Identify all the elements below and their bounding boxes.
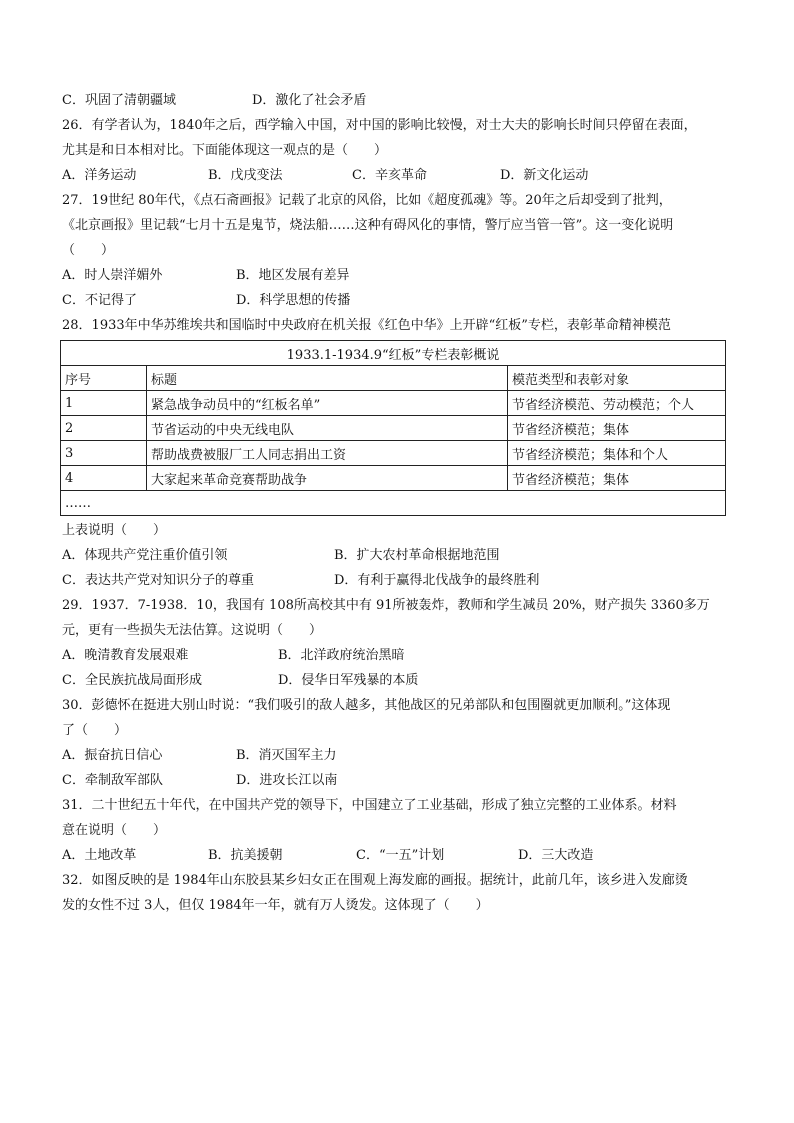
table-row [61,466,726,491]
q32-stem-line2: 发的女性不过 3人，但仅 1984年一年，就有万人烫发。这体现了（ ） [62,898,489,913]
option-d[interactable]: D．科学思想的传播 [236,293,351,308]
cell-type: 节省经济模范；集体 [508,466,726,491]
option-a[interactable]: A．时人崇洋媚外 [62,268,163,283]
option-d[interactable]: D．进攻长江以南 [236,773,338,788]
q26-stem-line1: 26．有学者认为，1840年之后，西学输入中国，对中国的影响比较慢，对士大夫的影响长时间只停留在表面， [62,118,697,133]
option-a[interactable]: A．土地改革 [62,848,137,863]
q27-stem-line2: 《北京画报》里记载“七月十五是鬼节，烧法船……这种有碍风化的事情，警厅应当管一管”。这一变化说明 [62,218,674,233]
q26-options [62,163,732,188]
table-caption: 1933.1-1934.9“红板”专栏表彰概说 [61,341,726,366]
cell-type: 节省经济模范；集体 [508,416,726,441]
option-d[interactable]: D．新文化运动 [500,168,589,183]
option-d[interactable]: D．有利于赢得北伐战争的最终胜利 [334,573,540,588]
header-title: 标题 [147,366,508,391]
table-ellipsis: …… [61,491,726,516]
q32-stem-line1: 32．如图反映的是 1984年山东胶县某乡妇女正在围观上海发廊的画报。据统计，此前几年，该乡进入发廊烫 [62,873,688,888]
table-row [61,416,726,441]
option-d[interactable]: D．三大改造 [518,848,594,863]
q29-options-row1 [62,643,732,668]
q27-options-row1 [62,263,732,288]
q30-stem-line1: 30．彭德怀在挺进大别山时说：“我们吸引的敌人越多，其他战区的兄弟部队和包围圈就更加顺利。”这体现 [62,698,671,713]
q29-stem-line1: 29．1937．7-1938．10，我国有 108所高校其中有 91所被轰炸，教师和学生减员 20%，财产损失 3360多万 [62,598,710,613]
q28-options-row1 [62,543,732,568]
cell-type: 节省经济模范、劳动模范；个人 [508,391,726,416]
option-c[interactable]: C．全民族抗战局面形成 [62,673,202,688]
table-row [61,391,726,416]
q26-stem-line2: 尤其是和日本相对比。下面能体现这一观点的是（ ） [62,143,388,158]
table-header-row [61,366,726,391]
cell-title: 大家起来革命竞赛帮助战争 [147,466,508,491]
option-d[interactable]: D．侵华日军残暴的本质 [278,673,419,688]
cell-title: 帮助战费被服厂工人同志捐出工资 [147,441,508,466]
q27-stem-line3: （ ） [62,243,115,258]
q31-stem-line1: 31．二十世纪五十年代，在中国共产党的领导下，中国建立了工业基础，形成了独立完整的工业体系。材料 [62,798,677,813]
q25-options [62,88,732,113]
option-d[interactable]: D．激化了社会矛盾 [252,93,367,108]
q29-stem-line2: 元，更有一些损失无法估算。这说明（ ） [62,623,323,638]
option-a[interactable]: A．振奋抗日信心 [62,748,163,763]
option-c[interactable]: C．辛亥革命 [352,168,427,183]
header-type: 模范类型和表彰对象 [508,366,726,391]
cell-index: 3 [61,441,147,466]
option-c[interactable]: C．“一五”计划 [356,848,445,863]
cell-index: 2 [61,416,147,441]
option-b[interactable]: B．抗美援朝 [208,848,283,863]
option-c[interactable]: C．表达共产党对知识分子的尊重 [62,573,254,588]
option-c[interactable]: C．不记得了 [62,293,137,308]
table-row [61,441,726,466]
exam-page [62,88,732,918]
q28-options-row2 [62,568,732,593]
cell-index: 1 [61,391,147,416]
option-b[interactable]: B．地区发展有差异 [236,268,350,283]
q30-options-row1 [62,743,732,768]
cell-title: 紧急战争动员中的“红板名单” [147,391,508,416]
q28-stem-line1: 28．1933年中华苏维埃共和国临时中央政府在机关报《红色中华》上开辟“红板”专栏，表彰革命精神模范 [62,318,671,333]
option-c[interactable]: C．牵制敌军部队 [62,773,163,788]
table-ellipsis-row [61,491,726,516]
q30-stem-line2: 了（ ） [62,723,128,738]
cell-title: 节省运动的中央无线电队 [147,416,508,441]
option-b[interactable]: B．消灭国军主力 [236,748,337,763]
q30-options-row2 [62,768,732,793]
option-b[interactable]: B．戊戌变法 [208,168,283,183]
cell-index: 4 [61,466,147,491]
q27-stem-line1: 27．19世纪 80年代，《点石斋画报》记载了北京的风俗，比如《超度孤魂》等。20年之后却受到了批判， [62,193,672,208]
header-index: 序号 [61,366,147,391]
award-table [60,340,726,516]
q29-options-row2 [62,668,732,693]
q31-options [62,843,732,868]
q28-stem-line2: 上表说明（ ） [62,523,167,538]
option-a[interactable]: A．体现共产党注重价值引领 [62,548,228,563]
cell-type: 节省经济模范；集体和个人 [508,441,726,466]
option-b[interactable]: B．北洋政府统治黑暗 [278,648,405,663]
option-a[interactable]: A．晚清教育发展艰难 [62,648,189,663]
option-a[interactable]: A．洋务运动 [62,168,137,183]
q31-stem-line2: 意在说明（ ） [62,823,167,838]
option-c[interactable]: C．巩固了清朝疆域 [62,93,176,108]
option-b[interactable]: B．扩大农村革命根据地范围 [334,548,500,563]
q27-options-row2 [62,288,732,313]
